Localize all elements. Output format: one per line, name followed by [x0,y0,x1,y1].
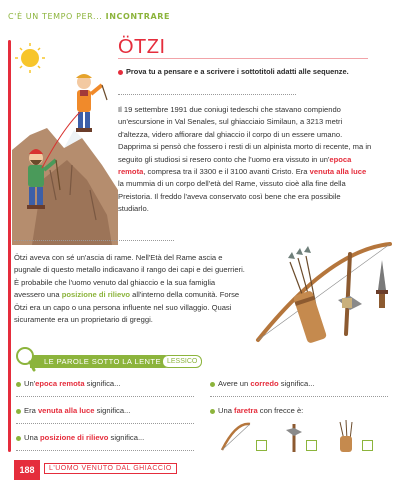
highlighted-term: posizione di rilievo [61,290,131,300]
instruction-text: Prova tu a pensare e a scrivere i sottotitoli adatti alle sequenze. [126,67,349,76]
body-text: la mummia di un corpo dell'età del Rame, vissuto cioè alla fine della Preistoria. Il freddo l'aveva conservato così bene che era possibile studiarlo. [118,179,346,214]
subtitle-writing-line-2[interactable] [14,240,174,241]
page-title: ÖTZI [118,36,166,58]
instruction [118,67,349,76]
subtitle-writing-line[interactable] [118,94,296,95]
dagger-icon [376,260,388,308]
bullet-icon [16,436,21,441]
choice-bow-icon [218,420,254,454]
footer-chapter-title: L'UOMO VENUTO DAL GHIACCIO [44,463,177,474]
choice-axe-checkbox[interactable] [306,440,317,451]
choice-axe-icon [282,420,306,454]
title-divider [118,58,368,59]
magnifier-icon [14,346,36,372]
bow-icon [258,244,390,340]
bullet-icon [210,382,215,387]
artifacts-illustration [250,240,400,355]
bullet-icon [210,409,215,414]
bullet-icon [118,70,123,75]
highlighted-term: venuta alla luce [309,167,367,177]
answer-line-3[interactable] [16,450,194,451]
section-header [8,12,170,21]
header-highlight: INCONTRARE [105,12,171,21]
lessico-item-4: Avere un corredo significa... [210,379,315,388]
header-prefix: C'È UN TEMPO PER... [8,12,103,21]
left-accent-bar [8,40,11,452]
story-paragraph-1 [118,104,372,216]
choice-bow-checkbox[interactable] [256,440,267,451]
choice-quiver-icon [332,418,360,454]
answer-line-2[interactable] [16,423,194,424]
answer-line-4[interactable] [210,396,388,397]
choice-quiver-checkbox[interactable] [362,440,373,451]
body-text: all'interno della comunità. Forse Ötzi era un capo o una persona influente nel suo villaggio. Quasi sicuramente era un proprietario di greggi. [14,290,240,325]
lessico-banner [30,355,171,368]
body-text: Ötzi aveva con sé un'ascia di rame. Nell'Età del Rame ascia e pugnale di questo metallo indicavano il rango dei capi e dei guerrieri. È probabile che l'uomo venuto dal ghiaccio e la sua famiglia avessero una [14,253,245,300]
highlighted-term: epoca remota [118,154,352,177]
answer-line-1[interactable] [16,396,194,397]
lessico-item-1: Un'epoca remota significa... [16,379,120,388]
quiver-icon [288,246,327,344]
axe-icon [338,254,362,334]
lessico-item-5: Una faretra con frecce è: [210,406,303,415]
body-text: , compresa tra il 3300 e il 3100 avanti Cristo. Era [143,167,310,177]
page-number: 188 [14,460,40,480]
bullet-icon [16,382,21,387]
climbers-illustration [12,30,118,245]
story-paragraph-2 [14,252,246,326]
lessico-banner-label: LE PAROLE SOTTO LA LENTE [44,357,161,366]
lessico-tag: LESSICO [162,355,202,368]
body-text: Il 19 settembre 1991 due coniugi tedeschi che stavano compiendo un'escursione in Val Senales, sul ghiacciaio Similaun, a 3213 metri d'altezza, videro affiorare dal ghiaccio il corpo di un essere umano. Dapprima si pensò che fossero i resti di un alpinista morto di recente, ma in seguito gli studiosi si resero conto che l'uomo era vissuto in un' [118,105,372,164]
lessico-item-3: Una posizione di rilievo significa... [16,433,144,442]
bullet-icon [16,409,21,414]
lessico-item-2: Era venuta alla luce significa... [16,406,130,415]
